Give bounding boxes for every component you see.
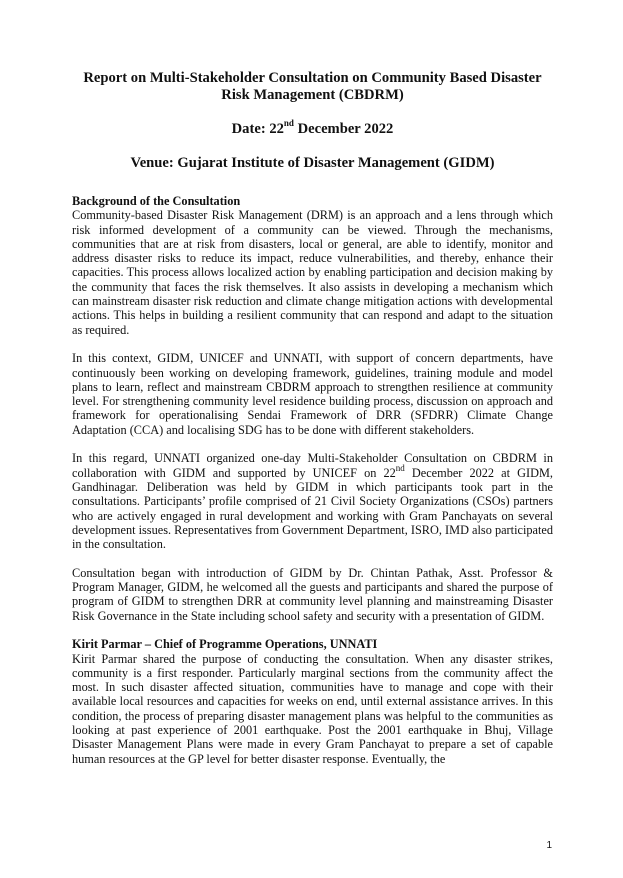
page-number: 1 bbox=[546, 840, 552, 851]
paragraph-3-text-start: In this regard, UNNATI organized one-day Multi-Stakeholder Consultation on CBDRM in collaboration with GIDM and supported by UNICEF on 22 bbox=[72, 451, 553, 480]
date-prefix: Date: 22 bbox=[231, 121, 284, 137]
document-page bbox=[72, 70, 553, 766]
spacer bbox=[72, 551, 553, 565]
paragraph-3-text-end: December 2022 at GIDM, Gandhinagar. Deliberation was held by GIDM in which participants took part in the consultations. Participants’ profile comprised of 21 Civil Society Organizations (CSOs) partners who are actively engaged in rural development and working with Gram Panchayats on several development issues. Representatives from Government Department, ISRO, IMD also participated in the consultation. bbox=[72, 465, 553, 552]
date-suffix: December 2022 bbox=[293, 121, 394, 137]
paragraph-3-superscript: nd bbox=[395, 462, 405, 473]
background-paragraph-1: Community-based Disaster Risk Management (DRM) is an approach and a lens through which risk informed development of a community can be viewed. Through the mechanisms, communities that are at risk from disasters, local or general, are able to identify, monitor and address disaster risks to reduce its impact, reduce vulnerabilities, and thereby, enhance their capacities. This process allows localized action by enabling participation and decision making by the community that faces the risk themselves. It also assists in developing a mechanism which can mainstream disaster risk reduction and climate change mitigation actions with developmental actions. This helps in building a resilient community that can respond and adapt to the situation as required. bbox=[72, 208, 553, 337]
report-title: Report on Multi-Stakeholder Consultation on Community Based Disaster Risk Management (CBDRM) bbox=[83, 70, 542, 103]
spacer bbox=[72, 337, 553, 351]
spacer bbox=[72, 437, 553, 451]
background-paragraph-2: In this context, GIDM, UNICEF and UNNATI, with support of concern departments, have continuously been working on developing framework, guidelines, training module and model plans to learn, reflect and mainstream CBDRM approach to strengthen resilience at community level. For strengthening community level residence building process, discussion on approach and framework for operationalising Sendai Framework of DRR (SFDRR) Climate Change Adaptation (CCA) and localising SDG has to be done with different stakeholders. bbox=[72, 351, 553, 437]
spacer bbox=[72, 623, 553, 637]
background-paragraph-4: Consultation began with introduction of GIDM by Dr. Chintan Pathak, Asst. Professor & Program Manager, GIDM, he welcomed all the guests and participants and shared the purpose of program of GIDM to strengthen DRR at community level planning and mainstreaming Disaster Risk Governance in the State including school safety and security with a presentation of GIDM. bbox=[72, 565, 553, 623]
kirit-parmar-heading: Kirit Parmar – Chief of Programme Operations, UNNATI bbox=[72, 637, 378, 652]
kirit-parmar-paragraph: Kirit Parmar shared the purpose of conducting the consultation. When any disaster strikes, community is a first responder. Particularly marginal sections from the community affect the most. In such disaster affected situation, communities have to manage and cope with their available local resources and capacities for weeks on end, until external assistance arrives. In this condition, the process of preparing disaster management plans was helpful to the communities as looking at past experience of 2001 earthquake. Post the 2001 earthquake in Bhuj, Village Disaster Management Plans were made in every Gram Panchayat to prepare a set of capable human resources at the GP level for better disaster response. Eventually, the bbox=[72, 651, 553, 766]
spacer bbox=[72, 172, 553, 194]
report-venue: Venue: Gujarat Institute of Disaster Management (GIDM) bbox=[130, 155, 495, 171]
report-date bbox=[72, 118, 553, 138]
background-heading: Background of the Consultation bbox=[72, 194, 241, 208]
background-paragraph-3 bbox=[72, 451, 553, 551]
date-superscript: nd bbox=[283, 118, 294, 129]
